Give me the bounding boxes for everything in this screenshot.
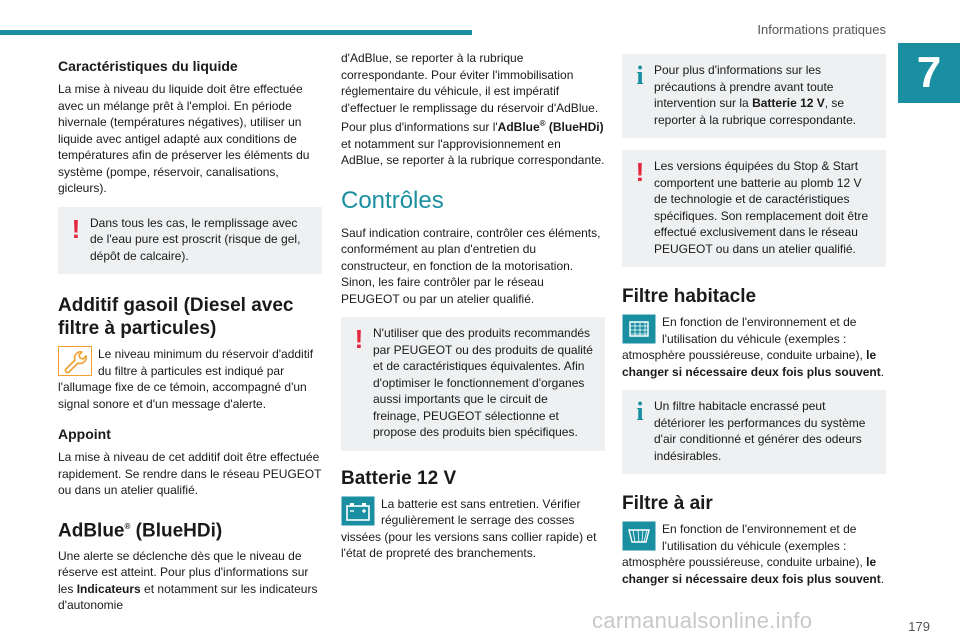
controles-heading: Contrôles xyxy=(341,186,444,214)
air-filter-heading: Filtre à air xyxy=(622,493,713,514)
wrench-icon xyxy=(58,346,92,376)
additive-heading: Additif gasoil (Diesel avec filtre à particules) xyxy=(58,295,294,339)
page-number: 179 xyxy=(908,619,930,634)
warning-icon: ! xyxy=(635,157,645,187)
warning-icon: ! xyxy=(71,213,81,244)
warning-text: N'utiliser que des produits recommandés par PEUGEOT ou des produits de qualité et de caractéristiques équivalentes. Afin d'optimiser le fonctionnement d'organes aussi importants que le circuit de freinage, PEUGEOT sélectionne et propose des produits bien spécifiques. xyxy=(373,326,593,439)
header-accent-bar xyxy=(0,30,472,35)
adblue-heading: AdBlue® (BlueHDi) xyxy=(58,519,223,541)
additive-paragraph xyxy=(58,346,322,412)
info-text: Pour plus d'informations sur les précautions à prendre avant toute intervention sur la Batterie 12 V, se reporter à la rubrique correspondante. xyxy=(654,63,857,127)
warning-icon: ! xyxy=(354,324,364,354)
page-header-title: Informations pratiques xyxy=(757,22,886,37)
info-icon: i xyxy=(636,61,644,90)
column-1 xyxy=(58,50,322,614)
warning-note xyxy=(622,150,886,267)
appoint-text: La mise à niveau de cet additif doit être effectuée rapidement. Se rendre dans le réseau PEUGEOT ou dans un atelier qualifié. xyxy=(58,450,322,497)
watermark: carmanualsonline.info xyxy=(592,608,813,633)
battery-heading: Batterie 12 V xyxy=(341,467,457,489)
warning-note xyxy=(58,207,322,275)
chapter-tab: 7 xyxy=(898,43,960,103)
air-filter-text: En fonction de l'environnement et de l'utilisation du véhicule (exemples : atmosphère poussiéreuse, conduite urbaine), xyxy=(622,522,867,569)
battery-text: La batterie est sans entretien. Vérifier régulièrement le serrage des cosses vissées (pour les versions sans collier rapide) et l'état de propreté des branchements. xyxy=(341,496,597,560)
warning-note xyxy=(341,317,605,451)
info-note xyxy=(622,390,886,474)
cabin-filter-text: En fonction de l'environnement et de l'utilisation du véhicule (exemples : atmosphère poussiéreuse, conduite urbaine), xyxy=(622,315,867,362)
appoint-heading: Appoint xyxy=(58,426,111,442)
battery-paragraph xyxy=(341,496,605,562)
liquid-characteristics-text: La mise à niveau du liquide doit être effectuée avec un mélange prêt à l'emploi. En période hivernale (températures négatives), utiliser un liquide avec antigel adapté aux conditions de températures afin de préserver les éléments du système (pompe, réservoir, canalisations, gicleurs). xyxy=(58,82,310,195)
info-icon: i xyxy=(636,397,644,426)
cabin-filter-icon xyxy=(622,314,656,344)
controles-text: Sauf indication contraire, contrôler ces éléments, conformément au plan d'entretien du constructeur, en fonction de la motorisation. Sinon, les faire contrôler par le réseau PEUGEOT ou par un atelier qualifié. xyxy=(341,225,601,306)
cabin-filter-heading: Filtre habitacle xyxy=(622,286,757,307)
cabin-filter-paragraph: En fonction de l'environnement et de l'utilisation du véhicule (exemples : atmosphère poussiéreuse, conduite urbaine), le changer si nécessaire deux fois plus souvent. xyxy=(622,315,885,379)
air-filter-icon xyxy=(622,521,656,551)
additive-text: Le niveau minimum du réservoir d'additif du filtre à particules est indiqué par l'allumage fixe de ce témoin, accompagné d'un signal sonore et d'un message d'alerte. xyxy=(58,347,314,411)
column-2 xyxy=(341,50,605,562)
adblue-continued-text: d'AdBlue, se reporter à la rubrique correspondante. Pour éviter l'immobilisation réglementaire du véhicule, il est impératif d'effectuer le remplissage du réservoir d'AdBlue. Pour plus d'informations sur l'AdBlue® (BlueHDi) et notamment sur l'approvisionnement en AdBlue, se reporter à la rubrique correspondante. xyxy=(341,51,605,167)
warning-text: Les versions équipées du Stop & Start comportent une batterie au plomb 12 V de technologie et de caractéristiques spécifiques. Son remplacement doit être effectué exclusivement dans le réseau PEUGEOT ou dans un atelier qualifié. xyxy=(654,159,869,256)
info-text: Un filtre habitacle encrassé peut détériorer les performances du système d'air conditionné et générer des odeurs indésirables. xyxy=(654,399,866,463)
info-note xyxy=(622,54,886,138)
column-3 xyxy=(622,50,886,587)
liquid-characteristics-heading: Caractéristiques du liquide xyxy=(58,58,238,74)
battery-icon xyxy=(341,496,375,526)
warning-text: Dans tous les cas, le remplissage avec de l'eau pure est proscrit (risque de gel, dépôt de calcaire). xyxy=(90,215,301,263)
adblue-text: Une alerte se déclenche dès que le niveau de réserve est atteint. Pour plus d'informations sur les Indicateurs et notamment sur les indicateurs d'autonomie xyxy=(58,548,318,613)
air-filter-paragraph: En fonction de l'environnement et de l'utilisation du véhicule (exemples : atmosphère poussiéreuse, conduite urbaine), le changer si nécessaire deux fois plus souvent. xyxy=(622,522,885,586)
